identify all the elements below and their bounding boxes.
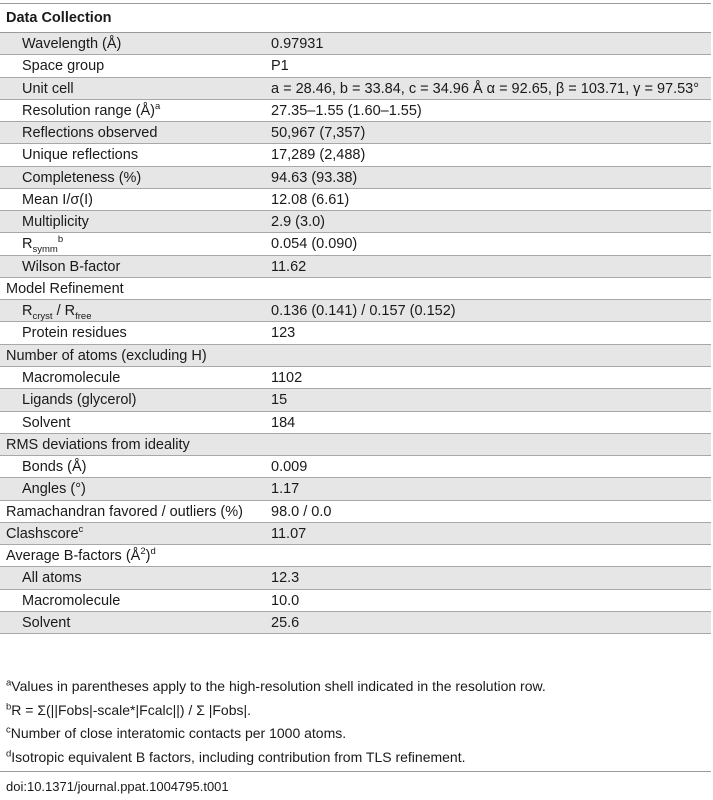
row-value: 184 (271, 414, 296, 431)
row-label (22, 147, 138, 163)
table-row (0, 523, 711, 545)
footnote (6, 702, 546, 726)
row-label (22, 125, 157, 141)
label-text: Space group (22, 58, 105, 75)
row-value: 0.136 (0.141) / 0.157 (0.152) (271, 303, 456, 320)
row-label (22, 81, 74, 97)
label-subscript: cryst (32, 311, 53, 323)
label-text: Macromolecule (22, 592, 121, 609)
footnote-marker: d (150, 546, 156, 558)
table-row (0, 256, 711, 278)
label-subscript-2: free (75, 311, 92, 323)
table-row (0, 456, 711, 478)
row-label (22, 481, 86, 497)
table-row (0, 345, 711, 367)
label-text: Unit cell (22, 80, 74, 97)
label-text: Unique reflections (22, 147, 139, 164)
row-label (22, 593, 120, 609)
table-row (0, 233, 711, 255)
label-text: Average B-factors (Å (6, 548, 141, 565)
table-row (0, 122, 711, 144)
top-rule (0, 3, 711, 4)
table-row (0, 100, 711, 122)
row-label (22, 392, 136, 408)
row-label (22, 459, 86, 475)
table-row (0, 367, 711, 389)
row-value: 0.054 (0.090) (271, 236, 358, 253)
row-label (22, 234, 64, 256)
row-label (6, 548, 156, 564)
data-table (0, 32, 711, 634)
row-value: 10.0 (271, 592, 300, 609)
row-label (22, 58, 104, 74)
table-row (0, 612, 711, 634)
footnote-text: Values in parentheses apply to the high-resolution shell indicated in the resolution row. (11, 678, 546, 694)
table-row (0, 78, 711, 100)
table-row (0, 167, 711, 189)
row-value: a = 28.46, b = 33.84, c = 34.96 Å α = 92.65, β = 103.71, γ = 97.53° (271, 80, 700, 97)
footnote-mark: a (6, 677, 12, 689)
label-text: Ramachandran favored / outliers (%) (6, 503, 243, 520)
table-row (0, 501, 711, 523)
row-value: 12.3 (271, 570, 300, 587)
table-row (0, 322, 711, 344)
footnote-mark: d (6, 747, 12, 759)
label-text: Model Refinement (6, 280, 124, 297)
row-value: 123 (271, 325, 296, 342)
table-row (0, 55, 711, 77)
table-row (0, 211, 711, 233)
table-title: Data Collection (6, 10, 112, 26)
table-row (0, 144, 711, 166)
bottom-rule (0, 771, 711, 772)
row-value: 50,967 (7,357) (271, 125, 366, 142)
label-text: Number of atoms (excluding H) (6, 347, 207, 364)
label-text: Solvent (22, 614, 71, 631)
footnote (6, 725, 546, 749)
row-label (22, 100, 161, 119)
row-label (22, 303, 92, 323)
row-label (22, 415, 70, 431)
row-label (22, 259, 120, 275)
label-text: Multiplicity (22, 214, 89, 231)
table-row (0, 278, 711, 300)
footnote-mark: b (6, 700, 12, 712)
row-value: 98.0 / 0.0 (271, 503, 332, 520)
label-text: Protein residues (22, 325, 127, 342)
label-text-2: ) (145, 548, 151, 565)
table-row (0, 545, 711, 567)
table-row (0, 389, 711, 411)
row-label (22, 370, 120, 386)
row-value: 15 (271, 392, 288, 409)
row-label (6, 437, 190, 453)
label-text: R (22, 303, 33, 320)
row-label (22, 325, 127, 341)
row-label (22, 214, 89, 230)
label-text: Mean I/σ(I) (22, 191, 93, 208)
row-value: 0.97931 (271, 36, 324, 52)
footnote (6, 678, 546, 702)
label-text: Resolution range (Å) (22, 102, 155, 119)
doi-text: doi:10.1371/journal.ppat.1004795.t001 (6, 779, 229, 794)
label-text: Macromolecule (22, 369, 121, 386)
row-label (22, 192, 93, 208)
row-value: 0.009 (271, 459, 308, 476)
footnote-marker: c (78, 524, 84, 536)
label-text: Clashscore (6, 525, 79, 542)
label-text-2: / R (52, 303, 76, 320)
table-row (0, 412, 711, 434)
row-value: P1 (271, 58, 289, 75)
row-value: 2.9 (3.0) (271, 214, 325, 231)
row-value: 94.63 (93.38) (271, 169, 358, 186)
label-text: Completeness (%) (22, 169, 142, 186)
label-text: R (22, 236, 33, 253)
table-row (0, 189, 711, 211)
footnote-text: R = Σ(||Fobs|-scale*|Fcalc||) / Σ |Fobs|. (11, 701, 252, 718)
row-value: 1102 (271, 369, 303, 386)
row-value: 27.35–1.55 (1.60–1.55) (271, 102, 422, 119)
row-value: 11.62 (271, 258, 307, 275)
label-subscript: symm (32, 244, 58, 256)
label-text: All atoms (22, 570, 82, 587)
table-row (0, 478, 711, 500)
row-label (6, 504, 243, 520)
footnote-text: Isotropic equivalent B factors, including contribution from TLS refinement. (11, 748, 466, 765)
row-value: 12.08 (6.61) (271, 191, 350, 208)
row-label (22, 170, 141, 186)
label-superscript: 2 (140, 546, 146, 558)
row-value: 25.6 (271, 614, 300, 631)
label-text: Reflections observed (22, 125, 158, 142)
label-text: Solvent (22, 414, 71, 431)
label-text: Angles (°) (22, 481, 86, 498)
row-label (6, 526, 83, 542)
label-text: Wavelength (Å) (22, 36, 122, 52)
label-text: Wilson B-factor (22, 258, 121, 275)
table-row (0, 590, 711, 612)
row-label (22, 36, 121, 52)
footnote-mark: c (6, 724, 11, 736)
table-row (0, 567, 711, 589)
label-text: Bonds (Å) (22, 459, 87, 476)
row-value: 11.07 (271, 525, 307, 542)
label-text: RMS deviations from ideality (6, 436, 190, 453)
row-value: 1.17 (271, 481, 300, 498)
table-row (0, 434, 711, 456)
row-label (22, 615, 70, 631)
footnote-marker: b (57, 234, 64, 246)
row-label (22, 570, 82, 586)
footnotes (6, 678, 546, 772)
table-row (0, 33, 711, 55)
row-value: 17,289 (2,488) (271, 147, 366, 164)
footnote-marker: a (155, 100, 161, 112)
row-label (6, 348, 207, 364)
footnote (6, 749, 546, 773)
footnote-text: Number of close interatomic contacts per 1000 atoms. (10, 725, 347, 741)
row-label (6, 281, 124, 297)
label-text: Ligands (glycerol) (22, 392, 137, 409)
table-row (0, 300, 711, 322)
